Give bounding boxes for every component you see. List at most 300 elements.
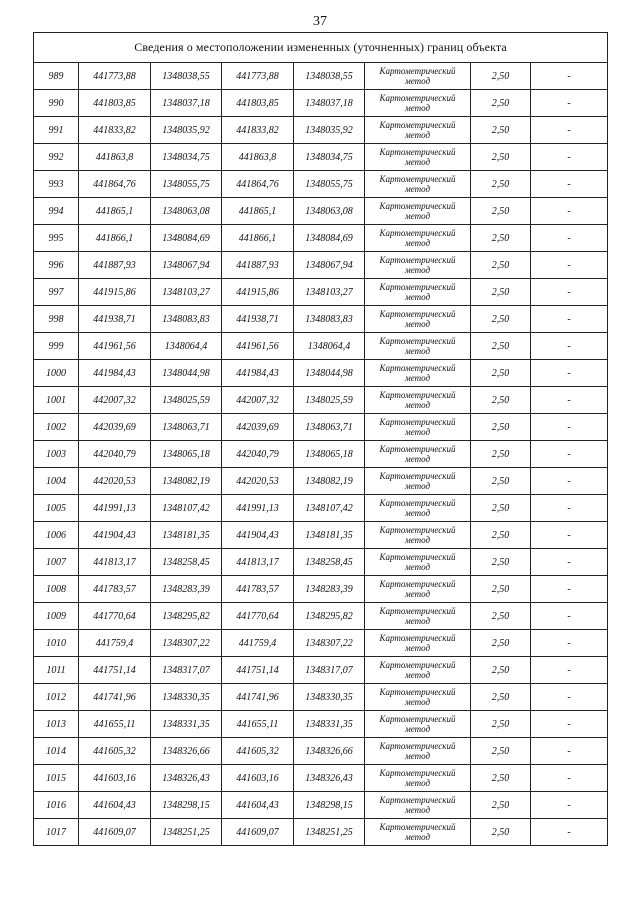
- y-updated-cell: 1348307,22: [294, 630, 365, 657]
- x-existing-cell: 441813,17: [79, 549, 151, 576]
- y-updated-cell: 1348181,35: [294, 522, 365, 549]
- x-existing-cell: 441904,43: [79, 522, 151, 549]
- method-label-line2: метод: [404, 373, 431, 383]
- point-number-cell: 998: [34, 306, 79, 333]
- description-cell: -: [531, 738, 608, 765]
- method-cell: [365, 252, 471, 279]
- x-existing-cell: 441773,88: [79, 63, 151, 90]
- table-row: [34, 414, 608, 441]
- method-label-line1: Картометрический: [379, 741, 456, 751]
- table-row: [34, 657, 608, 684]
- table-row: [34, 63, 608, 90]
- point-number-cell: 991: [34, 117, 79, 144]
- x-updated-cell: 441604,43: [222, 792, 294, 819]
- table-row: [34, 225, 608, 252]
- method-label-line2: метод: [404, 346, 431, 356]
- point-number-cell: 1000: [34, 360, 79, 387]
- y-existing-cell: 1348295,82: [151, 603, 222, 630]
- y-existing-cell: 1348251,25: [151, 819, 222, 846]
- accuracy-cell: 2,50: [471, 684, 531, 711]
- accuracy-cell: 2,50: [471, 333, 531, 360]
- method-label-line2: метод: [404, 643, 431, 653]
- method-cell: [365, 468, 471, 495]
- method-cell: [365, 684, 471, 711]
- y-updated-cell: 1348034,75: [294, 144, 365, 171]
- accuracy-cell: 2,50: [471, 495, 531, 522]
- description-cell: -: [531, 252, 608, 279]
- table-row: [34, 360, 608, 387]
- x-updated-cell: 441938,71: [222, 306, 294, 333]
- method-label-line2: метод: [404, 211, 431, 221]
- y-existing-cell: 1348064,4: [151, 333, 222, 360]
- description-cell: -: [531, 198, 608, 225]
- method-cell: [365, 225, 471, 252]
- x-updated-cell: 441864,76: [222, 171, 294, 198]
- accuracy-cell: 2,50: [471, 549, 531, 576]
- method-label-line1: Картометрический: [379, 444, 456, 454]
- point-number-cell: 1003: [34, 441, 79, 468]
- method-cell: [365, 495, 471, 522]
- method-label-line2: метод: [404, 157, 431, 167]
- description-cell: -: [531, 90, 608, 117]
- y-existing-cell: 1348067,94: [151, 252, 222, 279]
- method-label-line1: Картометрический: [379, 471, 456, 481]
- y-existing-cell: 1348298,15: [151, 792, 222, 819]
- y-existing-cell: 1348107,42: [151, 495, 222, 522]
- point-number-cell: 999: [34, 333, 79, 360]
- y-existing-cell: 1348307,22: [151, 630, 222, 657]
- point-number-cell: 1006: [34, 522, 79, 549]
- y-existing-cell: 1348044,98: [151, 360, 222, 387]
- x-updated-cell: 441865,1: [222, 198, 294, 225]
- accuracy-cell: 2,50: [471, 576, 531, 603]
- y-updated-cell: 1348063,08: [294, 198, 365, 225]
- description-cell: -: [531, 792, 608, 819]
- description-cell: -: [531, 171, 608, 198]
- method-label-line2: метод: [404, 616, 431, 626]
- accuracy-cell: 2,50: [471, 252, 531, 279]
- y-updated-cell: 1348251,25: [294, 819, 365, 846]
- y-updated-cell: 1348063,71: [294, 414, 365, 441]
- accuracy-cell: 2,50: [471, 387, 531, 414]
- description-cell: -: [531, 603, 608, 630]
- table-row: [34, 738, 608, 765]
- method-cell: [365, 441, 471, 468]
- method-label-line2: метод: [404, 454, 431, 464]
- point-number-cell: 993: [34, 171, 79, 198]
- method-cell: [365, 279, 471, 306]
- description-cell: -: [531, 468, 608, 495]
- table-row: [34, 684, 608, 711]
- method-cell: [365, 630, 471, 657]
- method-cell: [365, 90, 471, 117]
- point-number-cell: 1002: [34, 414, 79, 441]
- x-updated-cell: 441915,86: [222, 279, 294, 306]
- method-label-line1: Картометрический: [379, 309, 456, 319]
- accuracy-cell: 2,50: [471, 414, 531, 441]
- y-updated-cell: 1348326,43: [294, 765, 365, 792]
- x-existing-cell: 441770,64: [79, 603, 151, 630]
- method-cell: [365, 306, 471, 333]
- method-label-line2: метод: [404, 751, 431, 761]
- method-cell: [365, 657, 471, 684]
- x-updated-cell: 441863,8: [222, 144, 294, 171]
- accuracy-cell: 2,50: [471, 171, 531, 198]
- x-existing-cell: 441603,16: [79, 765, 151, 792]
- method-label-line2: метод: [404, 238, 431, 248]
- x-existing-cell: 441915,86: [79, 279, 151, 306]
- point-number-cell: 1007: [34, 549, 79, 576]
- page-number: 37: [313, 14, 327, 29]
- method-label-line1: Картометрический: [379, 606, 456, 616]
- method-label-line2: метод: [404, 103, 431, 113]
- y-updated-cell: 1348035,92: [294, 117, 365, 144]
- method-label-line2: метод: [404, 400, 431, 410]
- x-updated-cell: 441803,85: [222, 90, 294, 117]
- method-label-line1: Картометрический: [379, 714, 456, 724]
- accuracy-cell: 2,50: [471, 657, 531, 684]
- point-number-cell: 990: [34, 90, 79, 117]
- point-number-cell: 1008: [34, 576, 79, 603]
- x-existing-cell: 441741,96: [79, 684, 151, 711]
- y-updated-cell: 1348044,98: [294, 360, 365, 387]
- description-cell: -: [531, 549, 608, 576]
- x-updated-cell: 441603,16: [222, 765, 294, 792]
- table-row: [34, 144, 608, 171]
- x-updated-cell: 441770,64: [222, 603, 294, 630]
- y-updated-cell: 1348298,15: [294, 792, 365, 819]
- method-cell: [365, 549, 471, 576]
- x-updated-cell: 441813,17: [222, 549, 294, 576]
- y-existing-cell: 1348055,75: [151, 171, 222, 198]
- x-existing-cell: 442040,79: [79, 441, 151, 468]
- description-cell: -: [531, 360, 608, 387]
- x-existing-cell: 441605,32: [79, 738, 151, 765]
- point-number-cell: 996: [34, 252, 79, 279]
- description-cell: -: [531, 495, 608, 522]
- x-existing-cell: 441961,56: [79, 333, 151, 360]
- method-cell: [365, 387, 471, 414]
- description-cell: -: [531, 279, 608, 306]
- x-updated-cell: 442020,53: [222, 468, 294, 495]
- point-number-cell: 1009: [34, 603, 79, 630]
- x-existing-cell: 441783,57: [79, 576, 151, 603]
- x-updated-cell: 441961,56: [222, 333, 294, 360]
- accuracy-cell: 2,50: [471, 711, 531, 738]
- description-cell: -: [531, 819, 608, 846]
- point-number-cell: 994: [34, 198, 79, 225]
- table-row: [34, 441, 608, 468]
- description-cell: -: [531, 333, 608, 360]
- y-existing-cell: 1348317,07: [151, 657, 222, 684]
- description-cell: -: [531, 711, 608, 738]
- method-label-line2: метод: [404, 589, 431, 599]
- method-label-line1: Картометрический: [379, 390, 456, 400]
- y-updated-cell: 1348038,55: [294, 63, 365, 90]
- method-label-line2: метод: [404, 697, 431, 707]
- description-cell: -: [531, 684, 608, 711]
- method-cell: [365, 63, 471, 90]
- y-existing-cell: 1348034,75: [151, 144, 222, 171]
- x-updated-cell: 442040,79: [222, 441, 294, 468]
- y-existing-cell: 1348330,35: [151, 684, 222, 711]
- description-cell: -: [531, 63, 608, 90]
- point-number-cell: 1001: [34, 387, 79, 414]
- y-updated-cell: 1348295,82: [294, 603, 365, 630]
- method-label-line1: Картометрический: [379, 417, 456, 427]
- table-row: [34, 306, 608, 333]
- description-cell: -: [531, 387, 608, 414]
- x-updated-cell: 441866,1: [222, 225, 294, 252]
- method-cell: [365, 711, 471, 738]
- method-label-line2: метод: [404, 724, 431, 734]
- method-label-line2: метод: [404, 670, 431, 680]
- x-existing-cell: 441803,85: [79, 90, 151, 117]
- method-label-line1: Картометрический: [379, 498, 456, 508]
- method-cell: [365, 198, 471, 225]
- accuracy-cell: 2,50: [471, 144, 531, 171]
- x-updated-cell: 441741,96: [222, 684, 294, 711]
- method-label-line1: Картометрический: [379, 525, 456, 535]
- table-row: [34, 117, 608, 144]
- x-existing-cell: 441604,43: [79, 792, 151, 819]
- description-cell: -: [531, 576, 608, 603]
- method-cell: [365, 738, 471, 765]
- method-label-line1: Картометрический: [379, 363, 456, 373]
- x-existing-cell: 442007,32: [79, 387, 151, 414]
- accuracy-cell: 2,50: [471, 792, 531, 819]
- x-updated-cell: 441991,13: [222, 495, 294, 522]
- x-updated-cell: 441773,88: [222, 63, 294, 90]
- x-updated-cell: 441605,32: [222, 738, 294, 765]
- y-updated-cell: 1348055,75: [294, 171, 365, 198]
- y-updated-cell: 1348065,18: [294, 441, 365, 468]
- point-number-cell: 1011: [34, 657, 79, 684]
- accuracy-cell: 2,50: [471, 225, 531, 252]
- table-row: [34, 495, 608, 522]
- description-cell: -: [531, 144, 608, 171]
- point-number-cell: 992: [34, 144, 79, 171]
- accuracy-cell: 2,50: [471, 468, 531, 495]
- y-updated-cell: 1348326,66: [294, 738, 365, 765]
- method-label-line2: метод: [404, 319, 431, 329]
- accuracy-cell: 2,50: [471, 279, 531, 306]
- table-row: [34, 198, 608, 225]
- description-cell: -: [531, 414, 608, 441]
- y-existing-cell: 1348326,43: [151, 765, 222, 792]
- point-number-cell: 989: [34, 63, 79, 90]
- y-updated-cell: 1348082,19: [294, 468, 365, 495]
- method-label-line1: Картометрический: [379, 768, 456, 778]
- y-existing-cell: 1348037,18: [151, 90, 222, 117]
- method-label-line2: метод: [404, 805, 431, 815]
- x-existing-cell: 441866,1: [79, 225, 151, 252]
- table-row: [34, 603, 608, 630]
- method-label-line1: Картометрический: [379, 282, 456, 292]
- table-row: [34, 711, 608, 738]
- y-updated-cell: 1348103,27: [294, 279, 365, 306]
- x-existing-cell: 441609,07: [79, 819, 151, 846]
- y-existing-cell: 1348025,59: [151, 387, 222, 414]
- table-row: [34, 549, 608, 576]
- x-existing-cell: 442039,69: [79, 414, 151, 441]
- method-label-line1: Картометрический: [379, 93, 456, 103]
- y-updated-cell: 1348083,83: [294, 306, 365, 333]
- point-number-cell: 1014: [34, 738, 79, 765]
- y-existing-cell: 1348331,35: [151, 711, 222, 738]
- method-cell: [365, 117, 471, 144]
- method-label-line2: метод: [404, 265, 431, 275]
- table-row: [34, 90, 608, 117]
- x-updated-cell: 441887,93: [222, 252, 294, 279]
- x-updated-cell: 441833,82: [222, 117, 294, 144]
- method-label-line1: Картометрический: [379, 147, 456, 157]
- y-updated-cell: 1348037,18: [294, 90, 365, 117]
- x-existing-cell: 441984,43: [79, 360, 151, 387]
- x-updated-cell: 441904,43: [222, 522, 294, 549]
- method-label-line1: Картометрический: [379, 66, 456, 76]
- x-existing-cell: 441865,1: [79, 198, 151, 225]
- accuracy-cell: 2,50: [471, 738, 531, 765]
- x-existing-cell: 441759,4: [79, 630, 151, 657]
- description-cell: -: [531, 630, 608, 657]
- method-cell: [365, 522, 471, 549]
- point-number-cell: 1015: [34, 765, 79, 792]
- accuracy-cell: 2,50: [471, 117, 531, 144]
- y-existing-cell: 1348083,83: [151, 306, 222, 333]
- x-updated-cell: 441759,4: [222, 630, 294, 657]
- table-row: [34, 333, 608, 360]
- x-updated-cell: 442007,32: [222, 387, 294, 414]
- point-number-cell: 1005: [34, 495, 79, 522]
- table-row: [34, 576, 608, 603]
- method-label-line1: Картометрический: [379, 579, 456, 589]
- x-existing-cell: 441655,11: [79, 711, 151, 738]
- accuracy-cell: 2,50: [471, 360, 531, 387]
- y-existing-cell: 1348103,27: [151, 279, 222, 306]
- point-number-cell: 1010: [34, 630, 79, 657]
- x-existing-cell: 441751,14: [79, 657, 151, 684]
- method-label-line2: метод: [404, 832, 431, 842]
- x-updated-cell: 441751,14: [222, 657, 294, 684]
- y-updated-cell: 1348331,35: [294, 711, 365, 738]
- y-existing-cell: 1348084,69: [151, 225, 222, 252]
- method-cell: [365, 603, 471, 630]
- y-updated-cell: 1348283,39: [294, 576, 365, 603]
- method-label-line2: метод: [404, 184, 431, 194]
- table-row: [34, 522, 608, 549]
- y-updated-cell: 1348258,45: [294, 549, 365, 576]
- x-updated-cell: 441783,57: [222, 576, 294, 603]
- accuracy-cell: 2,50: [471, 522, 531, 549]
- method-label-line2: метод: [404, 76, 431, 86]
- x-updated-cell: 441609,07: [222, 819, 294, 846]
- x-updated-cell: 441984,43: [222, 360, 294, 387]
- x-existing-cell: 441938,71: [79, 306, 151, 333]
- x-existing-cell: 441864,76: [79, 171, 151, 198]
- y-existing-cell: 1348258,45: [151, 549, 222, 576]
- y-updated-cell: 1348025,59: [294, 387, 365, 414]
- x-existing-cell: 441991,13: [79, 495, 151, 522]
- description-cell: -: [531, 225, 608, 252]
- boundary-coordinates-table: [33, 32, 608, 846]
- accuracy-cell: 2,50: [471, 819, 531, 846]
- method-cell: [365, 144, 471, 171]
- table-row: [34, 171, 608, 198]
- method-label-line2: метод: [404, 130, 431, 140]
- method-cell: [365, 792, 471, 819]
- point-number-cell: 1016: [34, 792, 79, 819]
- table-row: [34, 252, 608, 279]
- y-updated-cell: 1348084,69: [294, 225, 365, 252]
- x-updated-cell: 441655,11: [222, 711, 294, 738]
- table-row: [34, 468, 608, 495]
- method-label-line2: метод: [404, 562, 431, 572]
- method-label-line1: Картометрический: [379, 822, 456, 832]
- y-existing-cell: 1348326,66: [151, 738, 222, 765]
- method-label-line2: метод: [404, 481, 431, 491]
- y-existing-cell: 1348063,08: [151, 198, 222, 225]
- x-updated-cell: 442039,69: [222, 414, 294, 441]
- y-existing-cell: 1348035,92: [151, 117, 222, 144]
- y-existing-cell: 1348038,55: [151, 63, 222, 90]
- point-number-cell: 997: [34, 279, 79, 306]
- y-existing-cell: 1348065,18: [151, 441, 222, 468]
- x-existing-cell: 441887,93: [79, 252, 151, 279]
- accuracy-cell: 2,50: [471, 630, 531, 657]
- method-label-line1: Картометрический: [379, 687, 456, 697]
- y-existing-cell: 1348181,35: [151, 522, 222, 549]
- point-number-cell: 995: [34, 225, 79, 252]
- table-title: Сведения о местоположении измененных (уточненных) границ объекта: [34, 33, 608, 63]
- method-label-line1: Картометрический: [379, 795, 456, 805]
- method-label-line1: Картометрический: [379, 552, 456, 562]
- table-row: [34, 630, 608, 657]
- method-label-line1: Картометрический: [379, 633, 456, 643]
- y-updated-cell: 1348067,94: [294, 252, 365, 279]
- method-label-line2: метод: [404, 778, 431, 788]
- description-cell: -: [531, 765, 608, 792]
- method-label-line1: Картометрический: [379, 201, 456, 211]
- method-label-line1: Картометрический: [379, 174, 456, 184]
- method-label-line1: Картометрический: [379, 120, 456, 130]
- method-cell: [365, 171, 471, 198]
- method-cell: [365, 765, 471, 792]
- description-cell: -: [531, 657, 608, 684]
- table-body: [34, 33, 608, 846]
- accuracy-cell: 2,50: [471, 306, 531, 333]
- method-label-line1: Картометрический: [379, 660, 456, 670]
- accuracy-cell: 2,50: [471, 63, 531, 90]
- table-row: [34, 765, 608, 792]
- y-existing-cell: 1348283,39: [151, 576, 222, 603]
- description-cell: -: [531, 441, 608, 468]
- method-label-line2: метод: [404, 292, 431, 302]
- accuracy-cell: 2,50: [471, 603, 531, 630]
- method-label-line2: метод: [404, 535, 431, 545]
- table-row: [34, 279, 608, 306]
- method-cell: [365, 333, 471, 360]
- description-cell: -: [531, 117, 608, 144]
- y-updated-cell: 1348317,07: [294, 657, 365, 684]
- accuracy-cell: 2,50: [471, 441, 531, 468]
- method-cell: [365, 576, 471, 603]
- table-title-row: [34, 33, 608, 63]
- description-cell: -: [531, 522, 608, 549]
- y-updated-cell: 1348330,35: [294, 684, 365, 711]
- x-existing-cell: 441833,82: [79, 117, 151, 144]
- x-existing-cell: 442020,53: [79, 468, 151, 495]
